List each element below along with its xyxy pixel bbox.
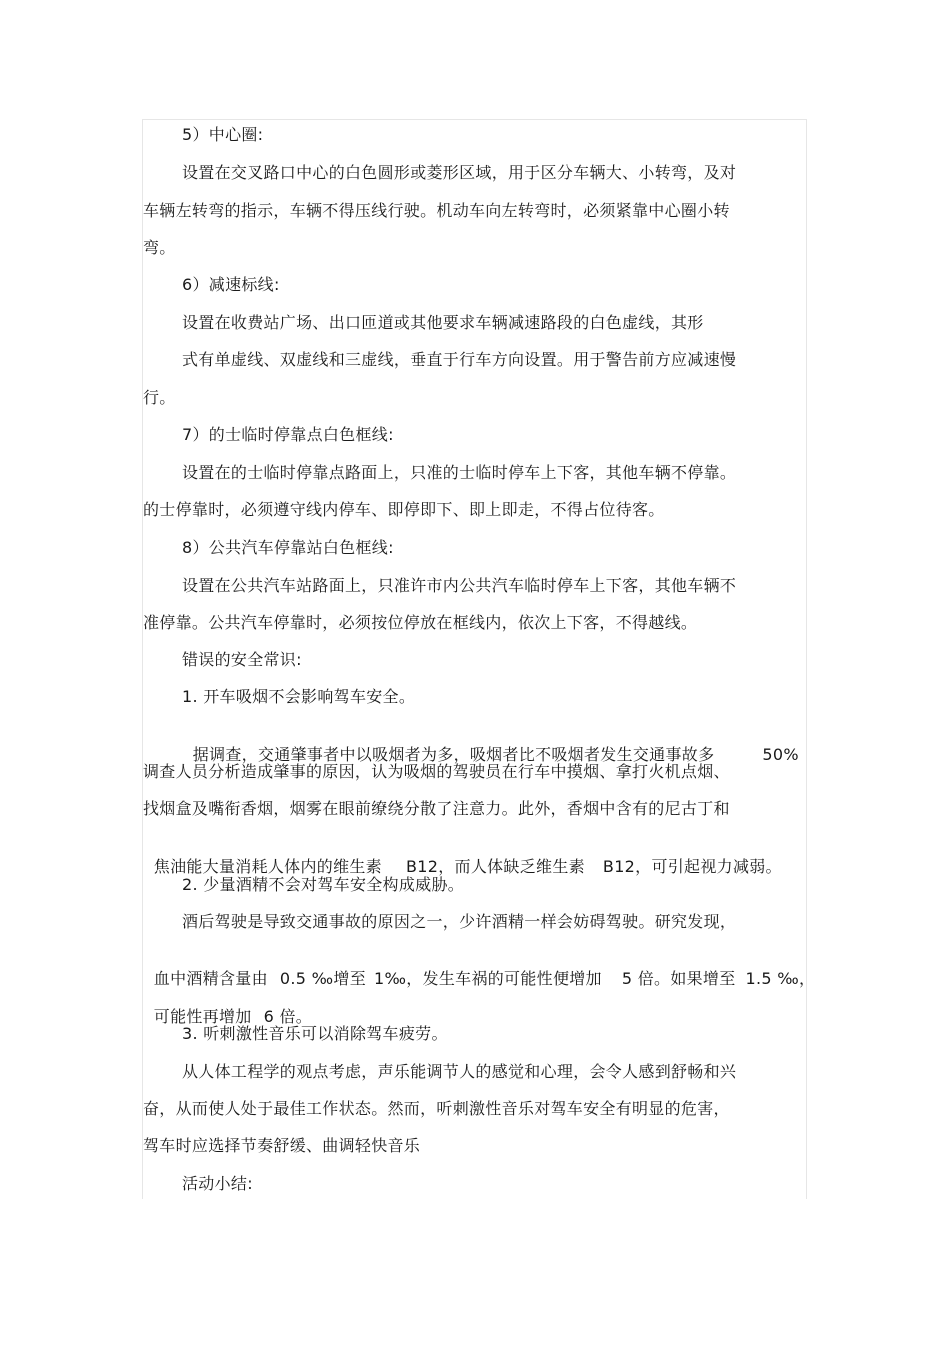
heading-activity-summary: 活动小结: bbox=[182, 1174, 253, 1193]
paragraph-line: 从人体工程学的观点考虑，声乐能调节人的感觉和心理，会令人感到舒畅和兴 bbox=[182, 1062, 737, 1081]
text-run: 1‰，发生车祸的可能性便增加 bbox=[374, 969, 602, 988]
paragraph-line bbox=[0, 987, 950, 1026]
heading-deceleration-line: 6）减速标线: bbox=[182, 275, 280, 294]
heading-wrong-safety-knowledge: 错误的安全常识: bbox=[182, 650, 302, 669]
paragraph-line: 奋，从而使人处于最佳工作状态。然而，听刺激性音乐对驾车安全有明显的危害， bbox=[143, 1099, 730, 1118]
paragraph-line: 设置在的士临时停靠点路面上，只准的士临时停车上下客，其他车辆不停靠。 bbox=[182, 463, 737, 482]
text-run: B12，而人体缺乏维生素 bbox=[405, 857, 585, 876]
paragraph-line: 准停靠。公共汽车停靠时，必须按位停放在框线内，依次上下客，不得越线。 bbox=[143, 613, 698, 632]
paragraph-line: 驾车时应选择节奏舒缓、曲调轻快音乐 bbox=[143, 1136, 421, 1155]
text-run: B12，可引起视力减弱。 bbox=[602, 857, 782, 876]
paragraph-line: 车辆左转弯的指示，车辆不得压线行驶。机动车向左转弯时，必须紧靠中心圈小转 bbox=[143, 201, 730, 220]
text-run: 可能性再增加 bbox=[153, 1007, 252, 1026]
paragraph-line bbox=[0, 837, 950, 876]
text-run: 6 倍。 bbox=[263, 1007, 313, 1026]
paragraph-line bbox=[0, 725, 950, 764]
heading-bus-stop-frame: 8）公共汽车停靠站白色框线: bbox=[182, 538, 394, 557]
text-run: 焦油能大量消耗人体内的维生素 bbox=[153, 857, 382, 876]
text-run: 5 倍。如果增至 bbox=[621, 969, 736, 988]
paragraph-line: 设置在交叉路口中心的白色圆形或菱形区域，用于区分车辆大、小转弯，及对 bbox=[182, 163, 737, 182]
paragraph-line: 弯。 bbox=[143, 238, 176, 257]
text-run: 0.5 ‰增至 bbox=[279, 969, 366, 988]
text-run: 血中酒精含量由 bbox=[153, 969, 268, 988]
paragraph-line: 找烟盒及嘴衔香烟，烟雾在眼前缭绕分散了注意力。此外，香烟中含有的尼古丁和 bbox=[143, 799, 730, 818]
heading-center-circle: 5）中心圈: bbox=[182, 125, 264, 144]
paragraph-line: 调查人员分析造成肇事的原因，认为吸烟的驾驶员在行车中摸烟、拿打火机点烟、 bbox=[143, 762, 730, 781]
paragraph-line: 的士停靠时，必须遵守线内停车、即停即下、即上即走，不得占位待客。 bbox=[143, 500, 665, 519]
heading-smoking: 1. 开车吸烟不会影响驾车安全。 bbox=[182, 687, 416, 706]
paragraph-line: 行。 bbox=[143, 388, 176, 407]
text-run: 50% bbox=[762, 745, 799, 764]
heading-alcohol: 2. 少量酒精不会对驾车安全构成威胁。 bbox=[182, 875, 465, 894]
paragraph-line bbox=[0, 949, 950, 988]
text-run: 据调查，交通肇事者中以吸烟者为多，吸烟者比不吸烟者发生交通事故多 bbox=[192, 745, 715, 764]
text-run: 1.5 ‰， bbox=[745, 969, 816, 988]
paragraph-line: 式有单虚线、双虚线和三虚线，垂直于行车方向设置。用于警告前方应减速慢 bbox=[182, 350, 737, 369]
paragraph-line: 设置在收费站广场、出口匝道或其他要求车辆减速路段的白色虚线，其形 bbox=[182, 313, 704, 332]
heading-music: 3. 听刺激性音乐可以消除驾车疲劳。 bbox=[182, 1024, 448, 1043]
paragraph-line: 设置在公共汽车站路面上，只准许市内公共汽车临时停车上下客，其他车辆不 bbox=[182, 576, 737, 595]
paragraph-line: 酒后驾驶是导致交通事故的原因之一，少许酒精一样会妨碍驾驶。研究发现， bbox=[182, 912, 737, 931]
heading-taxi-stop-frame: 7）的士临时停靠点白色框线: bbox=[182, 425, 394, 444]
